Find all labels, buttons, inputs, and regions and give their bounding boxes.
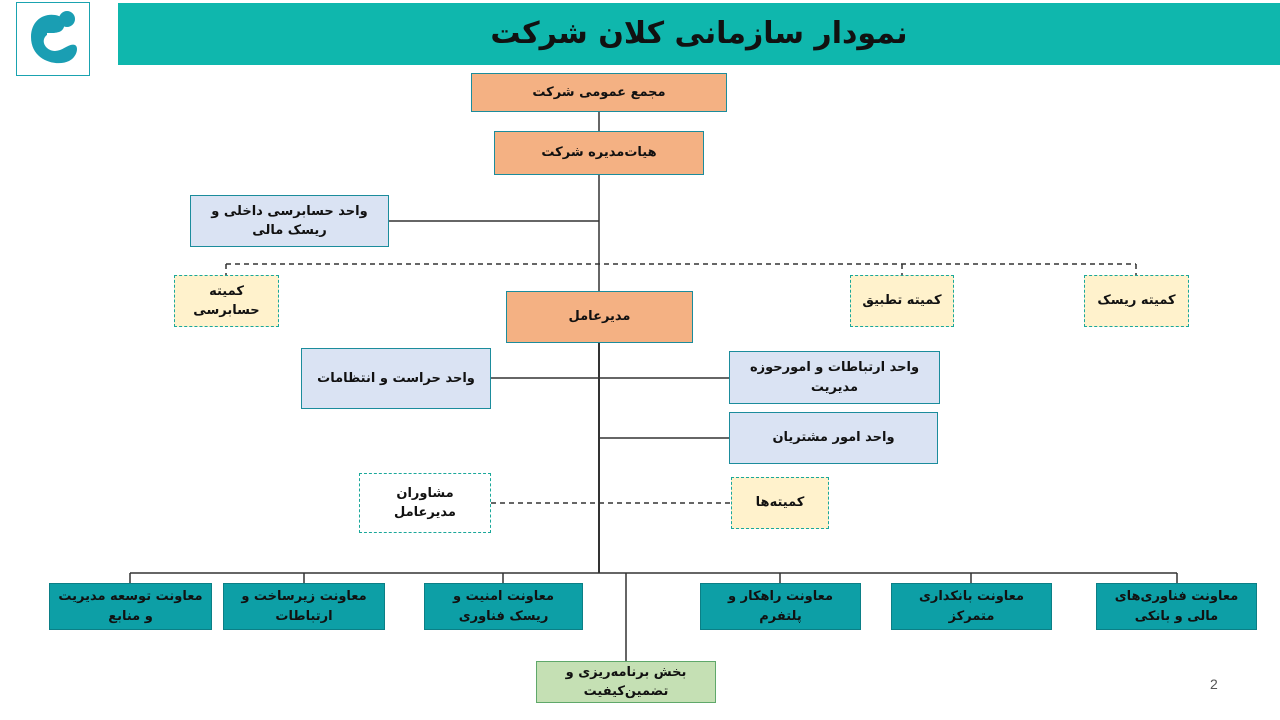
- general-assembly-box: مجمع عمومی شرکت: [471, 73, 727, 112]
- page-title: نمودار سازمانی کلان شرکت: [490, 16, 908, 51]
- audit-committee-box: کمیته حسابرسی: [174, 275, 279, 327]
- deputy-infrastructure-box: معاونت زیرساخت و ارتباطات: [223, 583, 385, 630]
- risk-committee-box: کمیته ریسک: [1084, 275, 1189, 327]
- board-of-directors-box: هیات‌مدیره شرکت: [494, 131, 704, 175]
- security-unit-box: واحد حراست و انتظامات: [301, 348, 491, 409]
- compliance-committee-box: کمیته تطبیق: [850, 275, 954, 327]
- committees-box: کمیته‌ها: [731, 477, 829, 529]
- internal-audit-box: واحد حسابرسی داخلی و ریسک مالی: [190, 195, 389, 247]
- planning-qa-box: بخش برنامه‌ریزی و تضمین‌کیفیت: [536, 661, 716, 703]
- deputy-central-banking-box: معاونت بانکداری متمرکز: [891, 583, 1052, 630]
- customer-affairs-unit-box: واحد امور مشتریان: [729, 412, 938, 464]
- page-number: 2: [1210, 676, 1218, 692]
- deputy-solutions-box: معاونت راهکار و پلتفرم: [700, 583, 861, 630]
- ceo-advisors-box: مشاوران مدیرعامل: [359, 473, 491, 533]
- deputy-security-box: معاونت امنیت و ریسک فناوری: [424, 583, 583, 630]
- deputy-development-box: معاونت توسعه مدیریت و منابع: [49, 583, 212, 630]
- deputy-fintech-box: معاونت فناوری‌های مالی و بانکی: [1096, 583, 1257, 630]
- ceo-box: مدیرعامل: [506, 291, 693, 343]
- communications-unit-box: واحد ارتباطات و امورحوزه مدیریت: [729, 351, 940, 404]
